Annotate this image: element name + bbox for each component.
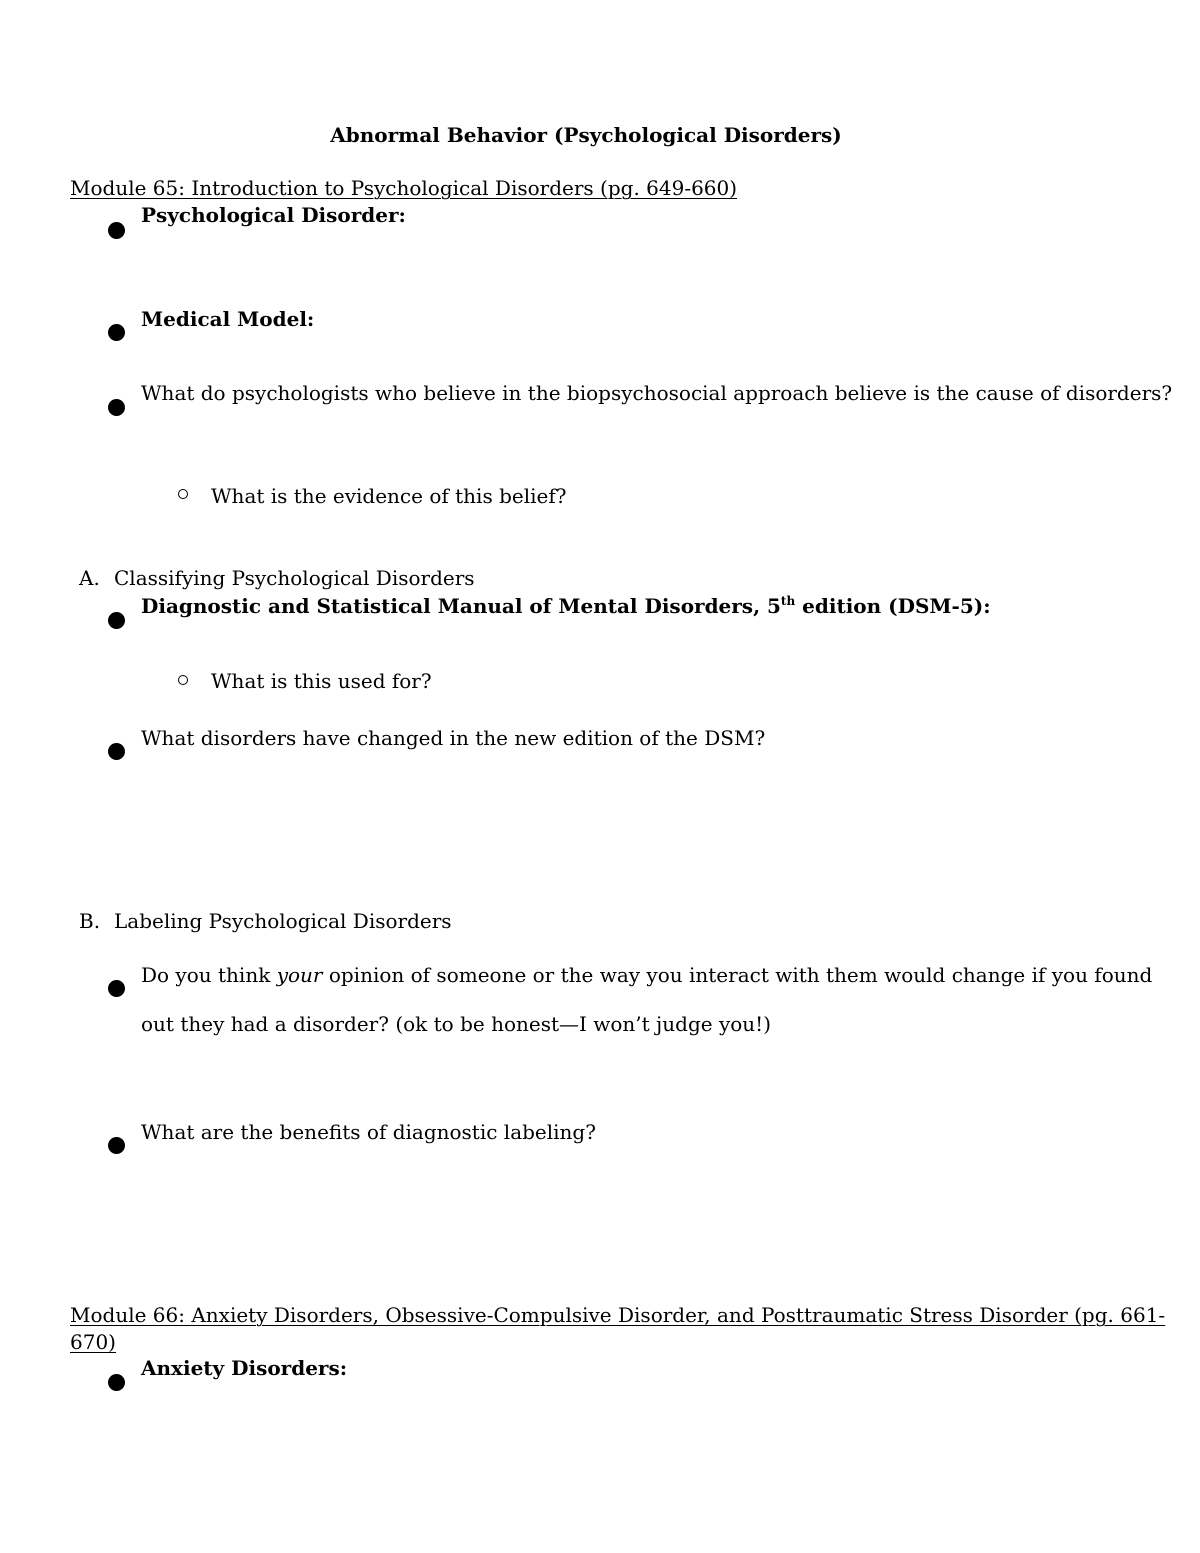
term-dsm-5: Diagnostic and Statistical Manual of Mental Disorders, 5th edition (DSM-5): [141,594,991,618]
bullet-icon [108,324,125,341]
question-labeling-benefits: What are the benefits of diagnostic labeling? [141,1120,596,1144]
module-66-heading-line-1: Module 66: Anxiety Disorders, Obsessive-Compulsive Disorder, and Posttraumatic Stress Disorder (pg. 661- [70,1303,1166,1327]
question-opinion-line-1: Do you think your opinion of someone or the way you interact with them would change if you found [141,963,1153,987]
bullet-icon [108,980,125,997]
question-dsm-use: What is this used for? [211,669,432,693]
sub-bullet-icon [178,675,188,685]
module-65-heading: Module 65: Introduction to Psychological Disorders (pg. 649-660) [70,176,738,200]
module-66-heading-line-2: 670) [70,1330,116,1354]
section-a-heading: Classifying Psychological Disorders [114,566,475,590]
term-medical-model: Medical Model: [141,307,315,331]
bullet-icon [108,399,125,416]
bullet-icon [108,1374,125,1391]
page-title: Abnormal Behavior (Psychological Disorders) [330,123,842,147]
term-psychological-disorder: Psychological Disorder: [141,203,406,227]
bullet-icon [108,1137,125,1154]
sub-bullet-icon [178,489,188,499]
question-evidence: What is the evidence of this belief? [211,484,567,508]
section-b-letter: B. [79,909,101,933]
question-biopsychosocial: What do psychologists who believe in the biopsychosocial approach believe is the cause of disorders? [141,381,1173,405]
section-a-letter: A. [79,566,100,590]
question-opinion-line-2: out they had a disorder? (ok to be honest—I won’t judge you!) [141,1012,771,1036]
bullet-icon [108,612,125,629]
section-b-heading: Labeling Psychological Disorders [114,909,452,933]
bullet-icon [108,743,125,760]
bullet-icon [108,222,125,239]
question-dsm-changes: What disorders have changed in the new edition of the DSM? [141,726,766,750]
term-anxiety-disorders: Anxiety Disorders: [141,1356,348,1380]
